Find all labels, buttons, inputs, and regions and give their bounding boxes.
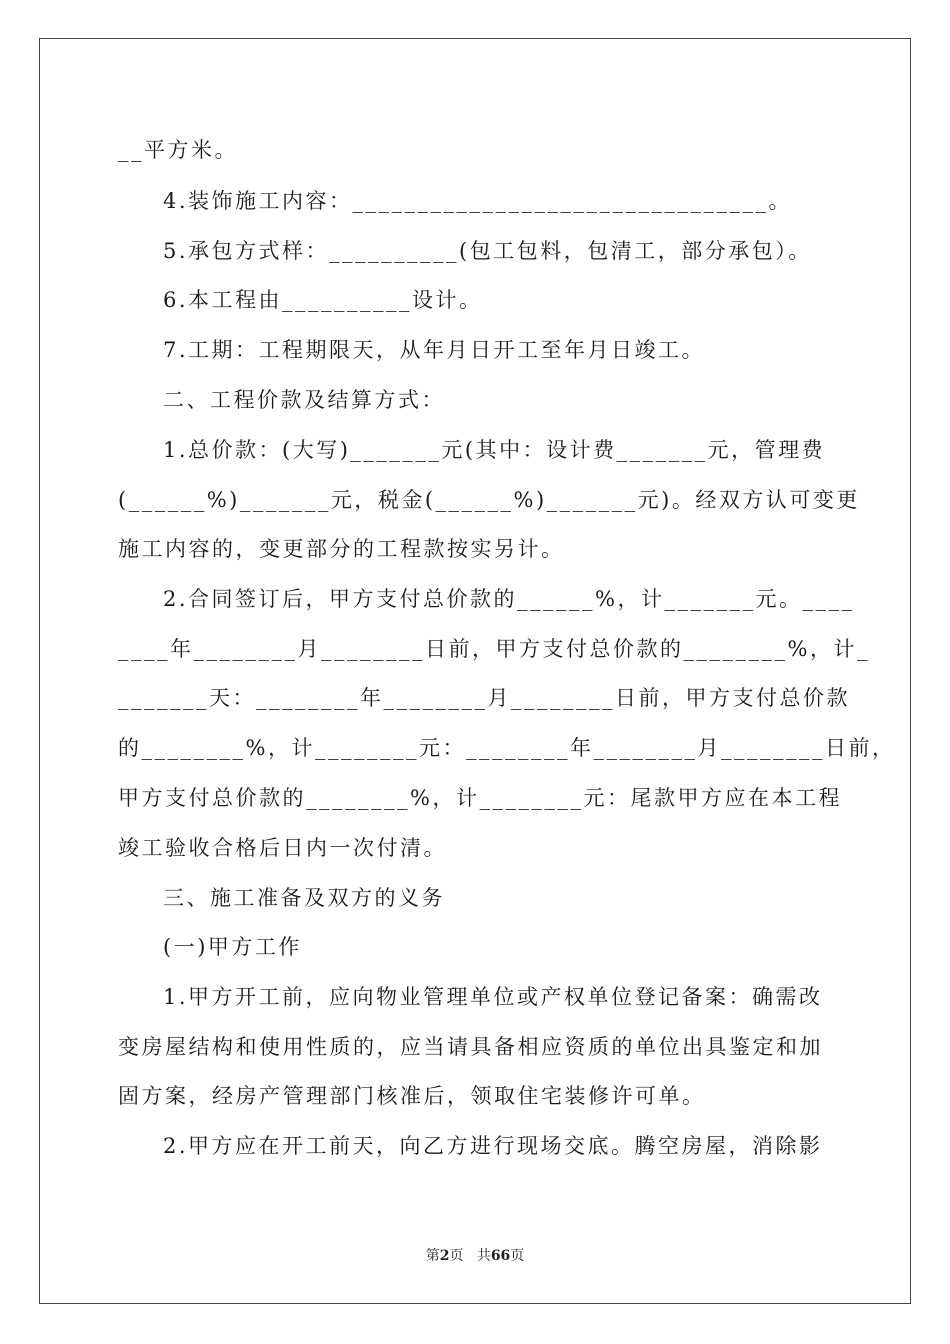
text-line: 5.承包方式样：__________(包工包料，包清工，部分承包）。 [163, 239, 812, 263]
section-heading: 三、施工准备及双方的义务 [163, 886, 445, 910]
page-footer [0, 1247, 950, 1265]
text-line: 1.甲方开工前，应向物业管理单位或产权单位登记备案：确需改 [163, 985, 823, 1009]
total-pages: 66 [490, 1248, 511, 1264]
text-line: 4.装饰施工内容：________________________________。 [163, 189, 793, 213]
page-border [39, 38, 911, 1304]
text-line: 7.工期：工程期限天，从年月日开工至年月日竣工。 [163, 338, 706, 362]
page-suffix: 页 [449, 1248, 464, 1264]
text-line: __平方米。 [118, 138, 238, 162]
text-line: ____年________月________日前，甲方支付总价款的________%，计_ [118, 637, 870, 661]
text-line: 甲方支付总价款的________%，计________元：尾款甲方应在本工程 [118, 786, 842, 810]
text-line: 1.总价款：(大写)_______元(其中：设计费_______元，管理费 [163, 438, 826, 462]
text-line: 固方案，经房产管理部门核准后，领取住宅装修许可单。 [118, 1084, 706, 1108]
text-line: 竣工验收合格后日内一次付清。 [118, 836, 447, 860]
text-line: 6.本工程由__________设计。 [163, 288, 483, 312]
page-prefix: 第 [425, 1248, 440, 1264]
text-line: 2.合同签订后，甲方支付总价款的______%，计_______元。____ [163, 587, 855, 611]
text-line: 2.甲方应在开工前天，向乙方进行现场交底。腾空房屋，消除影 [163, 1134, 823, 1158]
total-prefix: 共 [476, 1248, 491, 1264]
subsection-heading: (一)甲方工作 [163, 935, 302, 959]
text-line: 施工内容的，变更部分的工程款按实另计。 [118, 537, 565, 561]
text-line: _______天：________年________月________日前，甲方支付总价款 [118, 686, 850, 710]
text-line: 变房屋结构和使用性质的，应当请具备相应资质的单位出具鉴定和加 [118, 1035, 823, 1059]
page-number: 2 [439, 1248, 450, 1264]
text-line: 的________%，计________元：________年________月________日前， [118, 736, 896, 760]
section-heading: 二、工程价款及结算方式： [163, 388, 445, 412]
text-line: (______%)_______元，税金(______%)_______元)。经双方认可变更 [118, 488, 860, 512]
total-suffix: 页 [510, 1248, 525, 1264]
